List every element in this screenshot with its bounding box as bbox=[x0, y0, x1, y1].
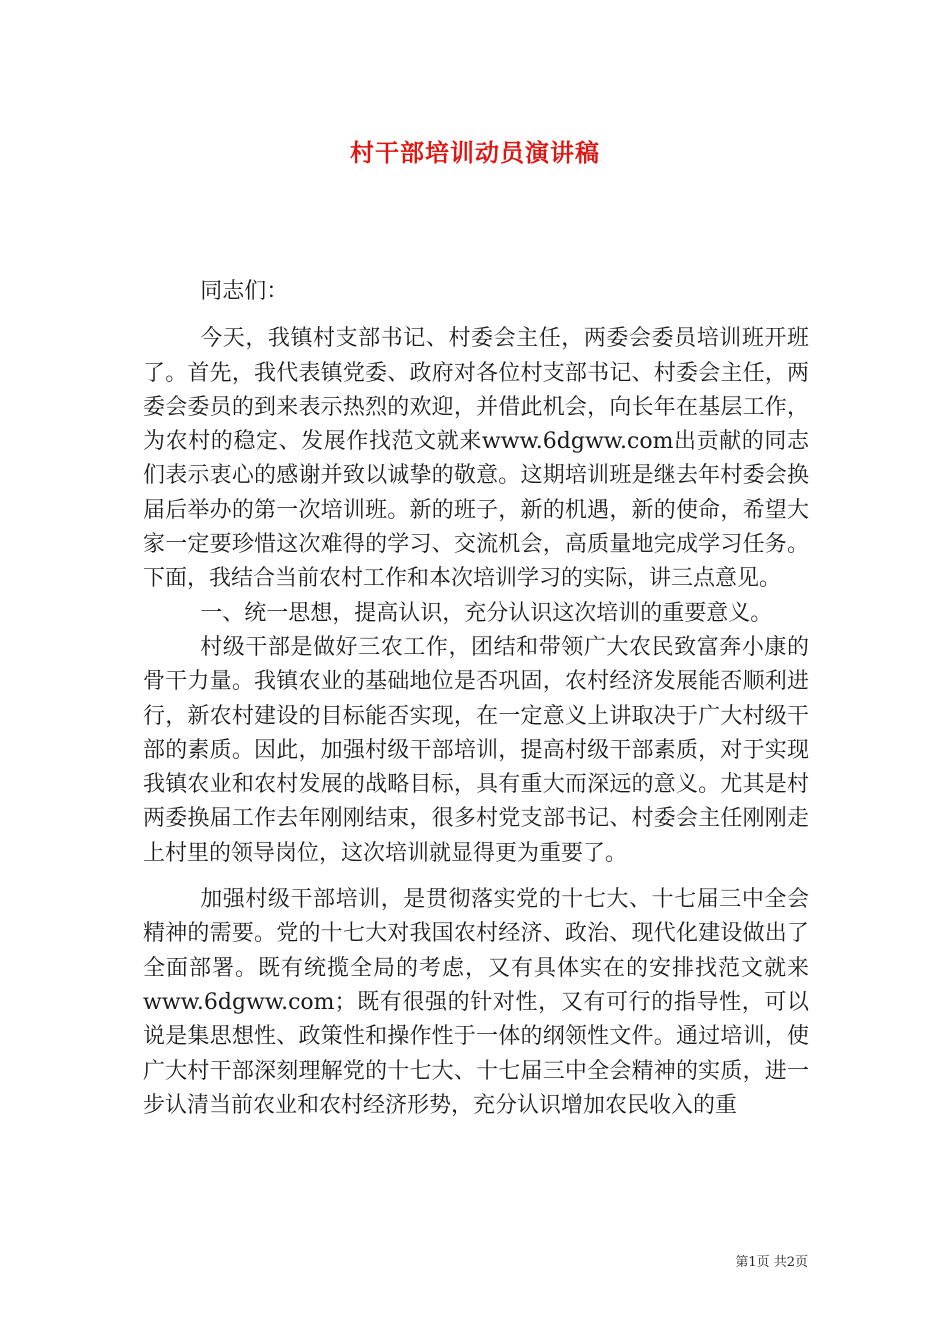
paragraph-village-cadres: 村级干部是做好三农工作，团结和带领广大农民致富奔小康的骨干力量。我镇农业的基础地位是否巩固，农村经济发展能否顺利进行，新农村建设的目标能否实现，在一定意义上讲取决于广大村级干部的素质。因此，加强村级干部培训，提高村级干部素质，对于实现我镇农业和农村发展的战略目标，具有重大而深远的意义。尤其是村两委换届工作去年刚刚结束，很多村党支部书记、村委会主任刚刚走上村里的领导岗位，这次培训就显得更为重要了。 bbox=[143, 634, 809, 866]
paragraph-opening: 今天，我镇村支部书记、村委会主任，两委会委员培训班开班了。首先，我代表镇党委、政府对各位村支部书记、村委会主任，两委会委员的到来表示热烈的欢迎，并借此机会，向长年在基层工作，为农村的稳定、发展作找范文就来www.6dgww.com出贡献的同志们表示衷心的感谢并致以诚挚的敬意。这期培训班是继去年村委会换届后举办的第一次培训班。新的班子，新的机遇，新的使命，希望大家一定要珍惜这次难得的学习、交流机会，高质量地完成学习任务。下面，我结合当前农村工作和本次培训学习的实际，讲三点意见。 bbox=[143, 326, 809, 592]
paragraph-section-heading: 一、统一思想，提高认识，充分认识这次培训的重要意义。 bbox=[200, 600, 773, 626]
document-body bbox=[143, 275, 809, 1123]
paragraph-training-spirit: 加强村级干部培训，是贯彻落实党的十七大、十七届三中全会精神的需要。党的十七大对我国农村经济、政治、现代化建设做出了全面部署。既有统揽全局的考虑，又有具体实在的安排找范文就来www.6dgww.com；既有很强的针对性，又有可行的指导性，可以说是集思想性、政策性和操作性于一体的纲领性文件。通过培训，使广大村干部深刻理解党的十七大、十七届三中全会精神的实质，进一步认清当前农业和农村经济形势，充分认识增加农民收入的重 bbox=[143, 887, 809, 1118]
page-number-footer: 第1页 共2页 bbox=[735, 1255, 808, 1270]
document-title: 村干部培训动员演讲稿 bbox=[350, 138, 600, 167]
salutation: 同志们： bbox=[200, 279, 289, 304]
